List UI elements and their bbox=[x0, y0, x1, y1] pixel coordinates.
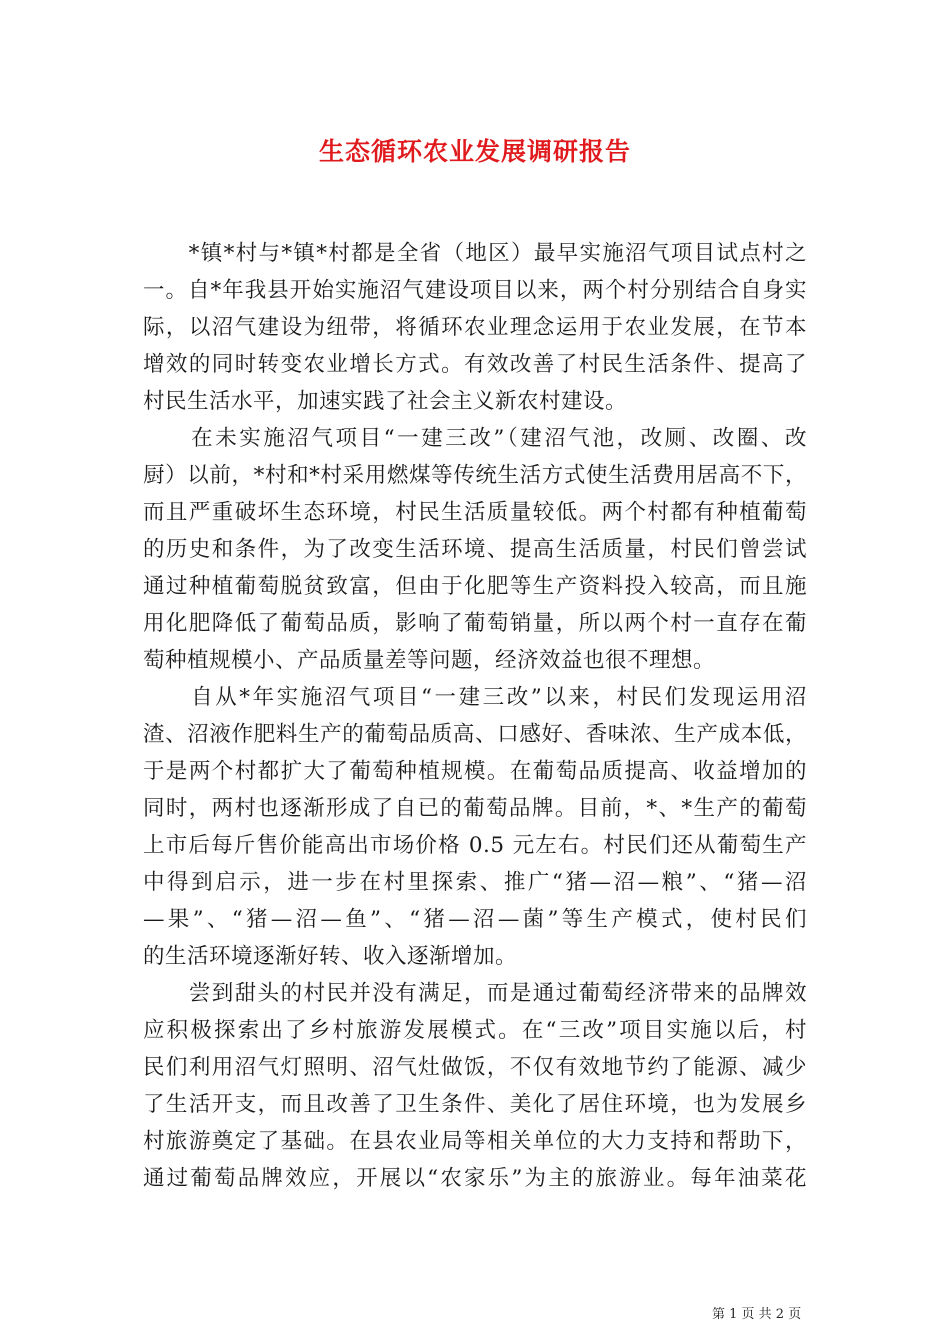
page-number: 第 1 页 共 2 页 bbox=[712, 1307, 802, 1322]
text-line: 厨）以前，*村和*村采用燃煤等传统生活方式使生活费用居高不下， bbox=[143, 463, 807, 488]
text-line: 于是两个村都扩大了葡萄种植规模。在葡萄品质提高、收益增加的 bbox=[143, 759, 807, 784]
text-line: 而且严重破坏生态环境，村民生活质量较低。两个村都有种植葡萄 bbox=[143, 500, 807, 525]
text-line: 尝到甜头的村民并没有满足，而是通过葡萄经济带来的品牌效 bbox=[143, 981, 807, 1006]
text-line: 渣、沼液作肥料生产的葡萄品质高、口感好、香味浓、生产成本低， bbox=[143, 722, 807, 747]
text-line: 的生活环境逐渐好转、收入逐渐增加。 bbox=[143, 944, 518, 969]
text-line: 了生活开支，而且改善了卫生条件、美化了居住环境，也为发展乡 bbox=[143, 1092, 807, 1117]
text-line: 同时，两村也逐渐形成了自已的葡萄品牌。目前，*、*生产的葡萄 bbox=[143, 796, 807, 821]
text-line: 自从*年实施沼气项目“一建三改”以来，村民们发现运用沼 bbox=[143, 685, 807, 710]
page-title: 生态循环农业发展调研报告 bbox=[318, 137, 631, 166]
body-text bbox=[143, 235, 807, 1197]
text-line: 通过种植葡萄脱贫致富，但由于化肥等生产资料投入较高，而且施 bbox=[143, 574, 807, 599]
text-line: 中得到启示，进一步在村里探索、推广“猪—沼—粮”、“猪—沼 bbox=[143, 870, 807, 895]
text-line: 上市后每斤售价能高出市场价格 0.5 元左右。村民们还从葡萄生产 bbox=[143, 833, 807, 858]
text-line: *镇*村与*镇*村都是全省（地区）最早实施沼气项目试点村之 bbox=[143, 241, 807, 266]
text-line: —果”、“猪—沼—鱼”、“猪—沼—菌”等生产模式，使村民们 bbox=[143, 907, 807, 932]
text-line: 村民生活水平，加速实践了社会主义新农村建设。 bbox=[143, 389, 628, 414]
text-line: 通过葡萄品牌效应，开展以“农家乐”为主的旅游业。每年油菜花 bbox=[143, 1166, 807, 1191]
text-line: 应积极探索出了乡村旅游发展模式。在“三改”项目实施以后，村 bbox=[143, 1018, 807, 1043]
text-line: 用化肥降低了葡萄品质，影响了葡萄销量，所以两个村一直存在葡 bbox=[143, 611, 807, 636]
text-line: 萄种植规模小、产品质量差等问题，经济效益也很不理想。 bbox=[143, 648, 716, 673]
text-line: 村旅游奠定了基础。在县农业局等相关单位的大力支持和帮助下， bbox=[143, 1129, 807, 1154]
text-line: 的历史和条件，为了改变生活环境、提高生活质量，村民们曾尝试 bbox=[143, 537, 807, 562]
text-line: 际，以沼气建设为纽带，将循环农业理念运用于农业发展，在节本 bbox=[143, 315, 807, 340]
text-line: 一。自*年我县开始实施沼气建设项目以来，两个村分别结合自身实 bbox=[143, 278, 807, 303]
text-line: 在未实施沼气项目“一建三改”（建沼气池，改厕、改圈、改 bbox=[143, 426, 807, 451]
text-line: 增效的同时转变农业增长方式。有效改善了村民生活条件、提高了 bbox=[143, 352, 807, 377]
text-line: 民们利用沼气灯照明、沼气灶做饭，不仅有效地节约了能源、减少 bbox=[143, 1055, 807, 1080]
